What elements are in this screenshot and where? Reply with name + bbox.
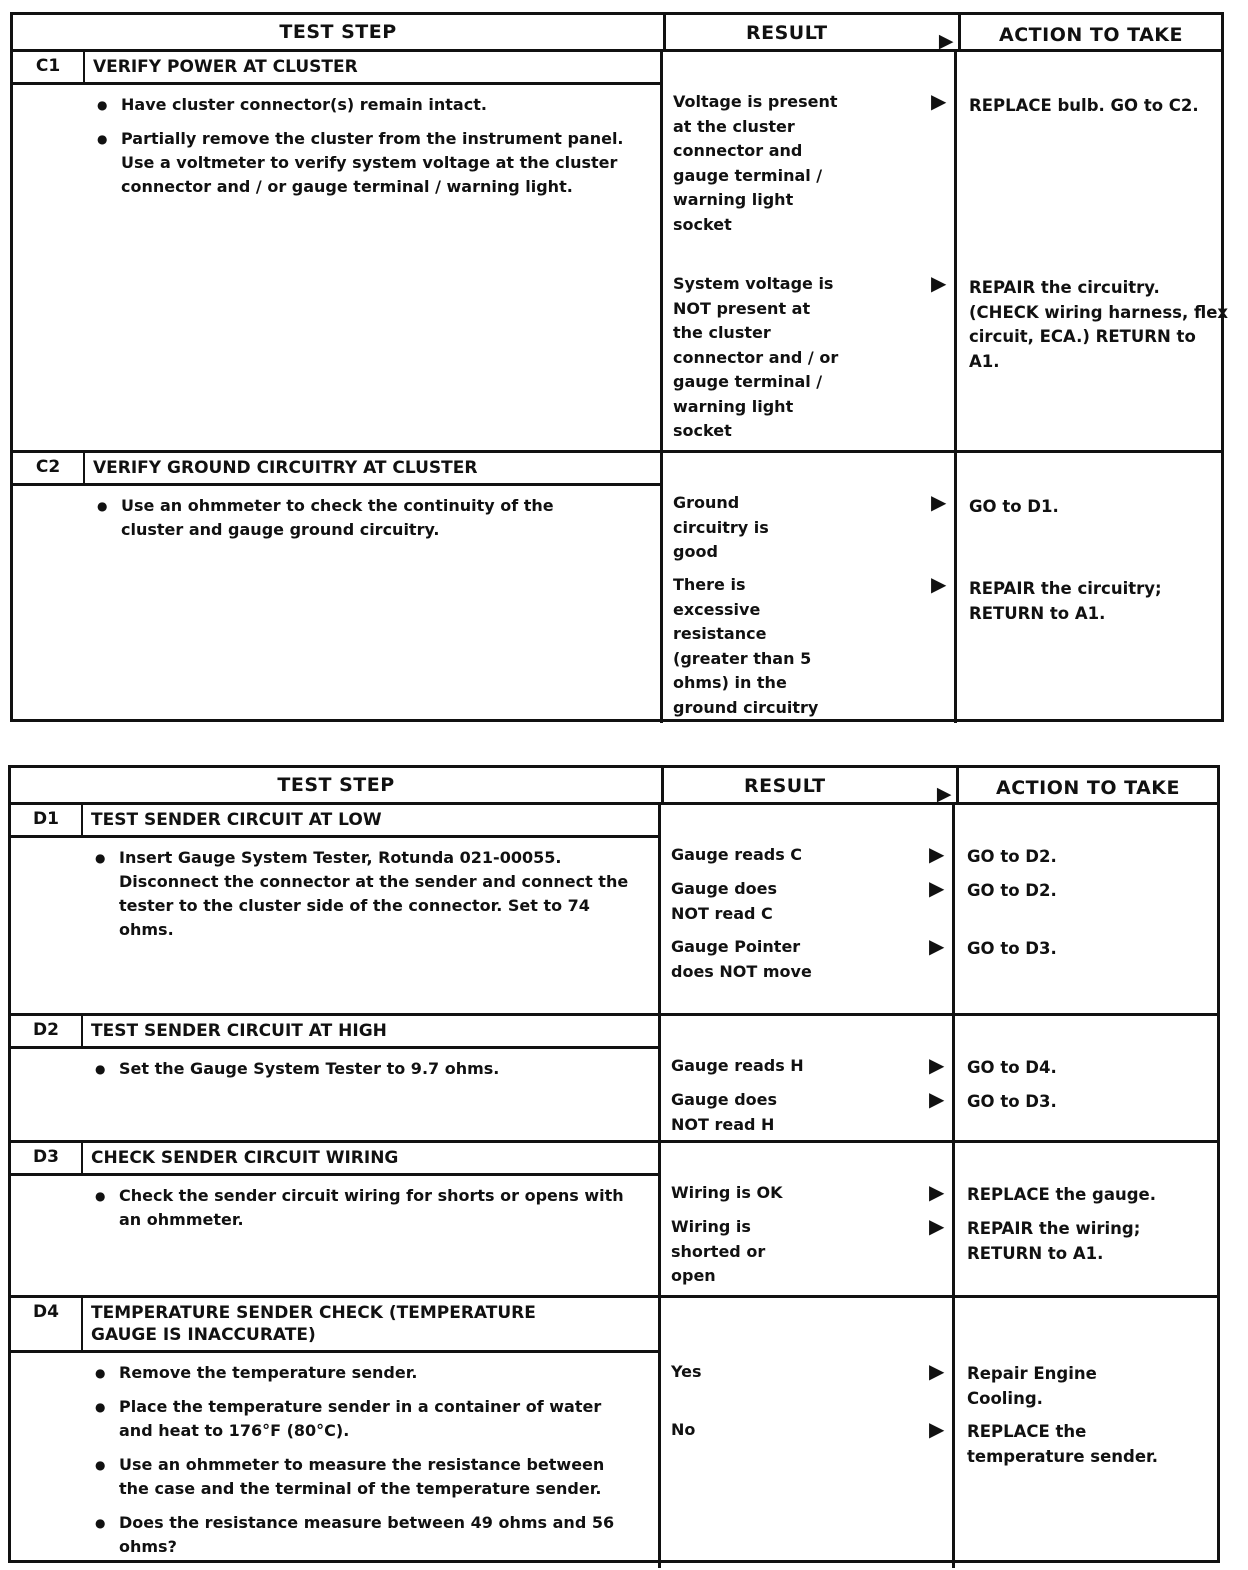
header-action: ACTION TO TAKE <box>996 777 1180 799</box>
step-id: C1 <box>13 52 85 82</box>
action-text: GO to D1. <box>969 497 1059 516</box>
arrow-icon: ▶ <box>929 1214 945 1238</box>
step-instructions <box>13 486 615 542</box>
step-id: D2 <box>11 1016 83 1046</box>
action-text: REPLACE bulb. GO to C2. <box>969 96 1199 115</box>
instruction-item: ● Insert Gauge System Tester, Rotunda 021-00055. Disconnect the connector at the sender and connect the tester to the cluster side of the connector. Set to 74 ohms. <box>119 846 629 942</box>
step-title: TEST SENDER CIRCUIT AT HIGH <box>91 1021 387 1041</box>
step-id: D4 <box>11 1298 83 1350</box>
step-d4 <box>11 1298 1217 1568</box>
instruction-item: ● Remove the temperature sender. <box>119 1361 629 1385</box>
result-text: There is excessive resistance (greater than 5 ohms) in the ground circuitry <box>673 575 819 717</box>
instruction-item: ● Have cluster connector(s) remain intact. <box>121 93 641 117</box>
step-instructions <box>13 85 655 199</box>
instruction-item: ● Place the temperature sender in a container of water and heat to 176°F (80°C). <box>119 1395 629 1443</box>
step-title: VERIFY GROUND CIRCUITRY AT CLUSTER <box>93 458 478 478</box>
result-text: Wiring is shorted or open <box>671 1217 766 1285</box>
step-id: C2 <box>13 453 85 483</box>
result-text: Gauge reads C <box>671 845 803 864</box>
arrow-icon: ▶ <box>929 1053 945 1077</box>
step-id: D3 <box>11 1143 83 1173</box>
action-text: GO to D3. <box>967 1092 1057 1111</box>
result-text: No <box>671 1420 696 1439</box>
table-header <box>11 768 1217 805</box>
header-result <box>666 15 961 52</box>
action-text: Repair Engine Cooling. <box>967 1364 1097 1408</box>
diagnostic-table-d <box>8 765 1220 1563</box>
result-text: Yes <box>671 1362 702 1381</box>
step-title: TEST SENDER CIRCUIT AT LOW <box>91 810 382 830</box>
header-result-label: RESULT <box>744 775 826 797</box>
arrow-icon: ▶ <box>929 842 945 866</box>
step-d2 <box>11 1016 1217 1143</box>
result-text: Gauge does NOT read H <box>671 1090 778 1134</box>
instruction-item: ● Use an ohmmeter to measure the resistance between the case and the terminal of the temperature sender. <box>119 1453 629 1501</box>
step-c2 <box>13 453 1221 723</box>
result-text: Ground circuitry is good <box>673 493 769 561</box>
diagnostic-table-c <box>10 12 1229 722</box>
header-test-step: TEST STEP <box>13 15 666 49</box>
action-text: REPAIR the circuitry. (CHECK wiring harness, flex circuit, ECA.) RETURN to A1. <box>969 278 1229 371</box>
header-test-step: TEST STEP <box>11 768 664 802</box>
arrow-icon: ▶ <box>929 876 945 900</box>
action-text: GO to D3. <box>967 939 1057 958</box>
step-title: CHECK SENDER CIRCUIT WIRING <box>91 1148 399 1168</box>
instruction-item: ● Check the sender circuit wiring for shorts or opens with an ohmmeter. <box>119 1184 629 1232</box>
action-text: GO to D4. <box>967 1058 1057 1077</box>
action-text: REPLACE the gauge. <box>967 1185 1157 1204</box>
action-text: GO to D2. <box>967 847 1057 866</box>
arrow-icon: ▶ <box>931 271 947 295</box>
action-text: REPAIR the wiring; RETURN to A1. <box>967 1219 1141 1263</box>
step-title: TEMPERATURE SENDER CHECK (TEMPERATURE GAUGE IS INACCURATE) <box>91 1303 536 1345</box>
instruction-item: ● Use an ohmmeter to check the continuity of the cluster and gauge ground circuitry. <box>121 494 601 542</box>
action-text: GO to D2. <box>967 881 1057 900</box>
table-header <box>13 15 1221 52</box>
header-action: ACTION TO TAKE <box>999 24 1183 46</box>
arrow-icon: ▶ <box>931 572 947 596</box>
arrow-icon: ▶ <box>929 1180 945 1204</box>
step-d3 <box>11 1143 1217 1298</box>
action-text: REPAIR the circuitry; RETURN to A1. <box>969 579 1162 623</box>
instruction-item: ● Partially remove the cluster from the instrument panel. Use a voltmeter to verify system voltage at the cluster connector and / or gauge terminal / warning light. <box>121 127 641 199</box>
step-instructions <box>11 1049 643 1081</box>
result-text: Gauge reads H <box>671 1056 804 1075</box>
arrow-icon: ▶ <box>929 1359 945 1383</box>
result-text: Gauge Pointer does NOT move <box>671 937 812 981</box>
arrow-icon: ▶ <box>929 1417 945 1441</box>
arrow-icon: ▶ <box>929 1087 945 1111</box>
instruction-item: ● Does the resistance measure between 49 ohms and 56 ohms? <box>119 1511 629 1559</box>
header-result <box>664 768 959 805</box>
step-d1 <box>11 805 1217 1016</box>
instruction-item: ● Set the Gauge System Tester to 9.7 ohms. <box>119 1057 629 1081</box>
step-c1 <box>13 52 1229 453</box>
step-title: VERIFY POWER AT CLUSTER <box>93 57 358 77</box>
result-text: Wiring is OK <box>671 1183 783 1202</box>
header-result-label: RESULT <box>746 22 828 44</box>
arrow-icon: ▶ <box>931 490 947 514</box>
header-arrow-icon: ▶ <box>938 30 954 52</box>
result-text: Gauge does NOT read C <box>671 879 778 923</box>
header-arrow-icon: ▶ <box>936 783 952 805</box>
step-instructions <box>11 1176 643 1232</box>
arrow-icon: ▶ <box>931 89 947 113</box>
result-text: System voltage is NOT present at the cluster connector and / or gauge terminal / warning light socket <box>673 274 839 440</box>
arrow-icon: ▶ <box>929 934 945 958</box>
action-text: REPLACE the temperature sender. <box>967 1422 1159 1466</box>
step-instructions <box>11 838 643 942</box>
step-id: D1 <box>11 805 83 835</box>
result-text: Voltage is present at the cluster connector and gauge terminal / warning light socket <box>673 92 838 234</box>
step-instructions <box>11 1353 643 1559</box>
